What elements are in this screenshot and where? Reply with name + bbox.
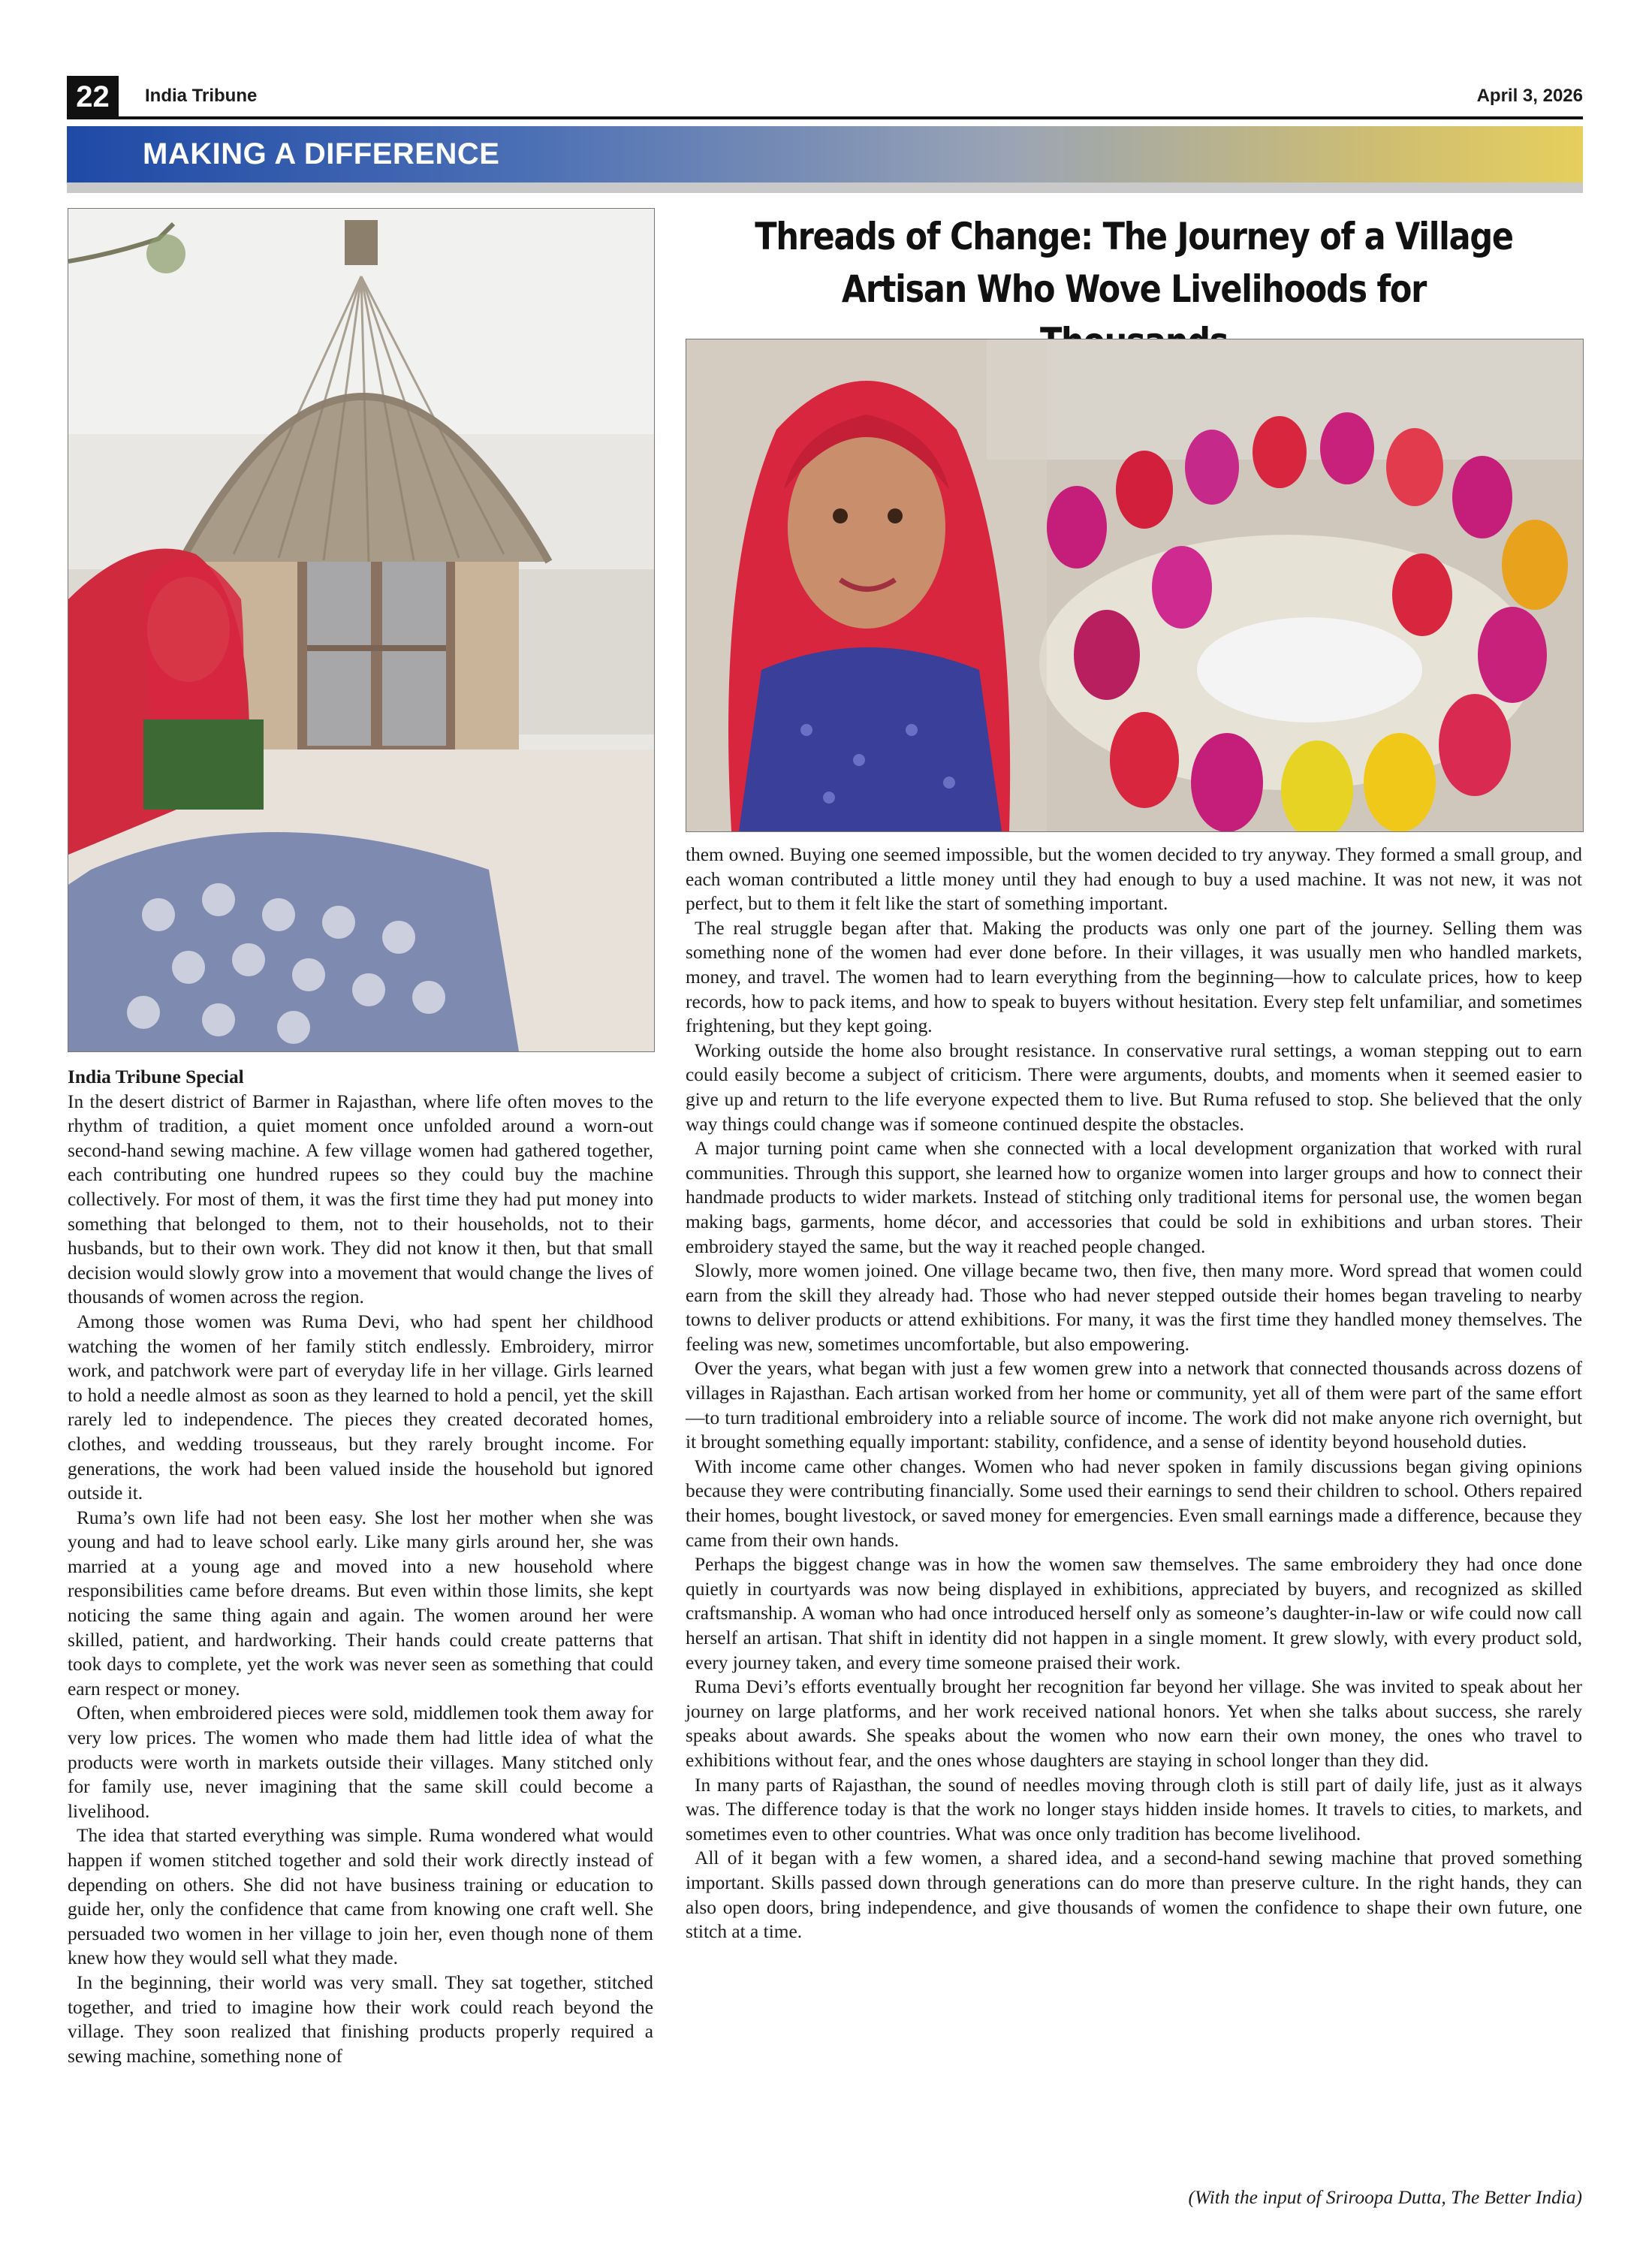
paragraph: Working outside the home also brought resistance. In conservative rural settings, a woman stepping out to earn could easily become a subject of criticism. There were arguments, doubts, and moments when it seemed easier to give up and return to the life everyone expected them to live. But Ruma refused to stop. She believed that the only way things could change was if someone continued despite the obstacles.	[686, 1039, 1582, 1135]
source-credit: (With the input of Sriroopa Dutta, The Better India)	[1188, 2187, 1582, 2208]
paragraph: In many parts of Rajasthan, the sound of needles moving through cloth is still part of daily life, just as it always was. The difference today is that the work no longer stays hidden inside homes. It travels to cities, to markets, and sometimes even to other countries. What was once only tradition has become livelihood.	[686, 1774, 1582, 1844]
paragraph: In the beginning, their world was very small. They sat together, stitched together, and tried to imagine how their work could reach beyond the village. They soon realized that finishing products properly required a sewing machine, something none of	[68, 1971, 653, 2067]
paragraph: All of it began with a few women, a shared idea, and a second-hand sewing machine that proved something important. Skills passed down through generations can do more than preserve culture. In the right hands, they can also open doors, bring independence, and give thousands of women the confidence to shape their own future, one stitch at a time.	[686, 1847, 1582, 1943]
header-rule	[67, 116, 1583, 119]
paragraph: Among those women was Ruma Devi, who had spent her childhood watching the women of her family stitch endlessly. Embroidery, mirror work, and patchwork were part of everyday life in her village. Girls learned to hold a needle almost as soon as they learned to hold a pencil, yet the skill rarely led to independence. The pieces they created decorated homes, clothes, and wedding trousseaus, but they rarely brought income. For generations, the work had been valued inside the household but ignored outside it.	[68, 1310, 653, 1504]
headline-line-2: Artisan Who Wove Livelihoods for	[841, 267, 1427, 311]
paragraph: Over the years, what began with just a few women grew into a network that connected thousands across dozens of villages in Rajasthan. Each artisan worked from her home or community, yet all of them were part of the same effort—to turn traditional embroidery into a reliable source of income. The work did not make anyone rich overnight, but it brought something equally important: stability, confidence, and a sense of identity beyond household duties.	[686, 1358, 1582, 1453]
page-number: 22	[67, 76, 119, 119]
paragraph: Ruma Devi’s efforts eventually brought her recognition far beyond her village. She was invited to speak about her journey on large platforms, and her work received national honors. Yet when she talks about success, she rarely speaks about awards. She speaks about the women who now earn their own money, the ones who travel to exhibitions without fear, and the ones whose daughters are staying in school longer than they did.	[686, 1676, 1582, 1771]
photo-artisan-group	[686, 339, 1584, 832]
section-underbar	[67, 182, 1583, 193]
paragraph: them owned. Buying one seemed impossible, but the women decided to try anyway. They formed a small group, and each woman contributed a little money until they had enough to buy a used machine. It was not new, it was not perfect, but to them it felt like the start of something important.	[686, 844, 1582, 915]
publication-name: India Tribune	[145, 86, 258, 106]
section-title: MAKING A DIFFERENCE	[143, 137, 500, 170]
paragraph: In the desert district of Barmer in Rajasthan, where life often moves to the rhythm of tradition, a quiet moment once unfolded around a worn-out second-hand sewing machine. A few village women had gathered together, each contributing one hundred rupees so they could buy the machine collectively. For most of them, it was the first time they had put money into something that belonged to them, not to their households, not to their husbands, but to their own work. They did not know it then, but that small decision would slowly grow into a movement that would change the lives of thousands of women across the region.	[68, 1090, 653, 1308]
paragraph: Ruma’s own life had not been easy. She lost her mother when she was young and had to leave school early. Like many girls around her, she was married at a young age and moved into a new household where responsibilities came before dreams. But even within those limits, she kept noticing the same thing again and again. The women around her were skilled, patient, and hardworking. Their hands could create patterns that took days to complete, yet the work was never seen as something that could earn respect or money.	[68, 1507, 653, 1700]
article-column-left	[68, 1065, 653, 2068]
paragraph: Perhaps the biggest change was in how the women saw themselves. The same embroidery they had once done quietly in courtyards was now being displayed in exhibitions, appreciated by buyers, and recognized as skilled craftsmanship. A woman who had once introduced herself only as someone’s daughter-in-law or wife could now call herself an artisan. That shift in identity did not happen in a single moment. It grew slowly, with every product sold, every journey taken, and every time someone praised their work.	[686, 1554, 1582, 1673]
article-column-right	[686, 843, 1582, 1944]
paragraph: Slowly, more women joined. One village became two, then five, then many more. Word spread that women could earn from the skill they already had. Those who had never stepped outside their homes began traveling to nearby towns to deliver products or attend exhibitions. For many, it was the first time they handled money themselves. The feeling was new, sometimes uncomfortable, but also empowering.	[686, 1260, 1582, 1355]
paragraph: The real struggle began after that. Making the products was only one part of the journey. Selling them was something none of the women had ever done before. In their villages, it was usually men who handled markets, money, and travel. The women had to learn everything from the beginning—how to calculate prices, how to keep records, how to pack items, and how to speak to buyers without hesitation. Every step felt unfamiliar, and sometimes frightening, but they kept going.	[686, 917, 1582, 1037]
paragraph: The idea that started everything was simple. Ruma wondered what would happen if women stitched together and sold their work directly instead of depending on others. She did not have business training or education to guide her, only the confidence that came from knowing one craft well. She persuaded two women in her village to join her, even though none of them knew how they would sell what they made.	[68, 1825, 653, 1969]
issue-date: April 3, 2026	[1476, 86, 1583, 106]
headline-line-1: Threads of Change: The Journey of a Village	[755, 215, 1513, 258]
paragraph: Often, when embroidered pieces were sold, middlemen took them away for very low prices. The women who made them had little idea of what the products were worth in markets outside their villages. Many stitched only for family use, never imagining that the same skill could become a livelihood.	[68, 1703, 653, 1822]
paragraph: A major turning point came when she connected with a local development organization that worked with rural communities. Through this support, she learned how to organize women into larger groups and how to connect their handmade products to wider markets. Instead of stitching only traditional items for personal use, the women began making bags, garments, home décor, and accessories that could be sold in exhibitions and urban stores. Their embroidery stayed the same, but the way it reached people changed.	[686, 1138, 1582, 1257]
byline: India Tribune Special	[68, 1066, 244, 1087]
photo-artisan-embroidering	[68, 208, 655, 1052]
paragraph: With income came other changes. Women who had never spoken in family discussions began giving opinions because they were contributing financially. Some used their earnings to send their children to school. Others repaired their homes, bought livestock, or saved money for emergencies. Even small earnings made a difference, because they came from their own hands.	[686, 1455, 1582, 1551]
